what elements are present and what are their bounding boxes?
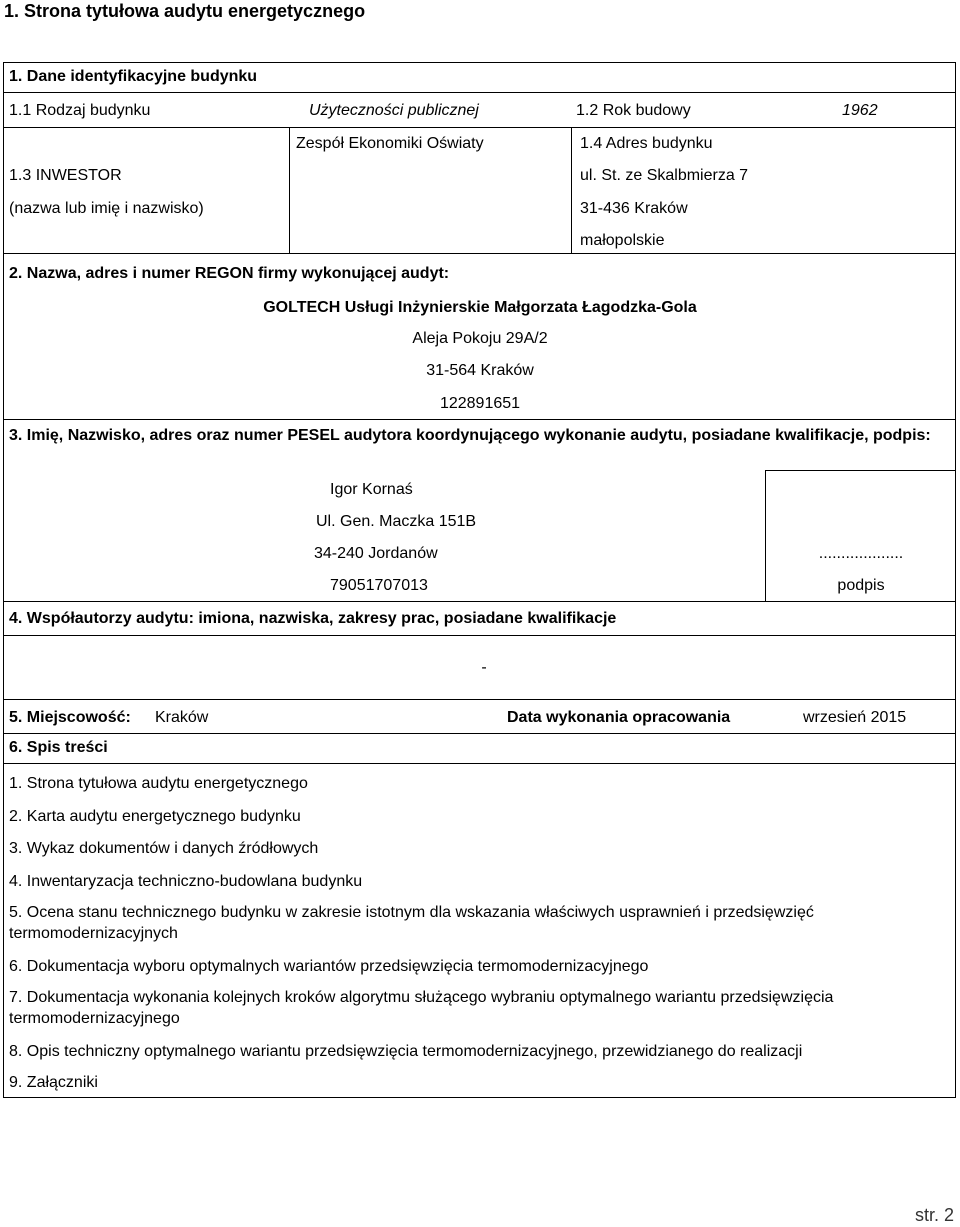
address-line: ul. St. ze Skalbmierza 7 (580, 167, 749, 184)
divider (3, 635, 956, 636)
divider (3, 127, 956, 128)
address-line: małopolskie (580, 232, 665, 249)
divider (289, 127, 290, 253)
date-label: Data wykonania opracowania (507, 709, 731, 726)
toc-item: 3. Wykaz dokumentów i danych źródłowych (9, 840, 319, 857)
investor-value: Zespół Ekonomiki Oświaty (296, 135, 484, 152)
company-street: Aleja Pokoju 29A/2 (412, 330, 548, 347)
divider (3, 92, 956, 93)
auditor-pesel: 79051707013 (330, 577, 428, 594)
page-title: 1. Strona tytułowa audytu energetycznego (4, 1, 366, 21)
address-line: 31-436 Kraków (580, 200, 688, 217)
date-value: wrzesień 2015 (803, 709, 907, 726)
toc-item: 9. Załączniki (9, 1074, 98, 1091)
company-name: GOLTECH Usługi Inżynierskie Małgorzata Łagodzka-Gola (263, 299, 697, 316)
section-heading: 3. Imię, Nazwisko, adres oraz numer PESEL audytora koordynującego wykonanie audytu, posiadane kwalifikacje, podpis: (9, 427, 931, 444)
build-year-label: 1.2 Rok budowy (576, 102, 691, 119)
divider (571, 127, 572, 253)
toc-item: 7. Dokumentacja wykonania kolejnych kroków algorytmu służącego wybraniu optymalnego wariantu przedsięwzięcia termomodernizacyjnego (9, 989, 834, 1027)
toc-item: 8. Opis techniczny optymalnego wariantu przedsięwzięcia termomodernizacyjnego, przewidzianego do realizacji (9, 1043, 803, 1060)
divider (3, 253, 956, 254)
divider (3, 733, 956, 734)
signature-label: podpis (837, 577, 885, 594)
build-year-value: 1962 (842, 102, 878, 119)
page-number: str. 2 (914, 1205, 954, 1225)
place-label: 5. Miejscowość: (9, 709, 131, 726)
divider (3, 699, 956, 700)
auditor-city: 34-240 Jordanów (314, 545, 438, 562)
divider (3, 419, 956, 420)
toc-item: 6. Dokumentacja wyboru optymalnych wariantów przedsięwzięcia termomodernizacyjnego (9, 958, 649, 975)
auditor-name: Igor Kornaś (330, 481, 413, 498)
company-city: 31-564 Kraków (426, 362, 534, 379)
toc-item: 1. Strona tytułowa audytu energetycznego (9, 775, 308, 792)
building-type-value: Użyteczności publicznej (309, 102, 479, 119)
toc-item: 2. Karta audytu energetycznego budynku (9, 808, 301, 825)
divider (3, 763, 956, 764)
section-heading: 4. Współautorzy audytu: imiona, nazwiska, zakresy prac, posiadane kwalifikacje (9, 610, 617, 627)
section-heading: 1. Dane identyfikacyjne budynku (9, 68, 258, 85)
toc-item: 5. Ocena stanu technicznego budynku w zakresie istotnym dla wskazania właściwych usprawnień i przedsięwzięć termomodernizacyjnych (9, 904, 814, 942)
company-regon: 122891651 (439, 395, 521, 412)
toc-item: 4. Inwentaryzacja techniczno-budowlana budynku (9, 873, 363, 890)
building-type-label: 1.1 Rodzaj budynku (9, 102, 151, 119)
coauthors-value: - (481, 659, 487, 676)
address-label: 1.4 Adres budynku (580, 135, 713, 152)
section-heading: 6. Spis treści (9, 739, 108, 756)
auditor-street: Ul. Gen. Maczka 151B (316, 513, 477, 530)
section-heading: 2. Nazwa, adres i numer REGON firmy wykonującej audyt: (9, 265, 450, 282)
investor-sublabel: (nazwa lub imię i nazwisko) (9, 200, 204, 217)
investor-label: 1.3 INWESTOR (9, 167, 122, 184)
divider (3, 601, 956, 602)
divider (765, 470, 956, 471)
signature-line: ................... (818, 545, 904, 562)
place-value: Kraków (155, 709, 209, 726)
